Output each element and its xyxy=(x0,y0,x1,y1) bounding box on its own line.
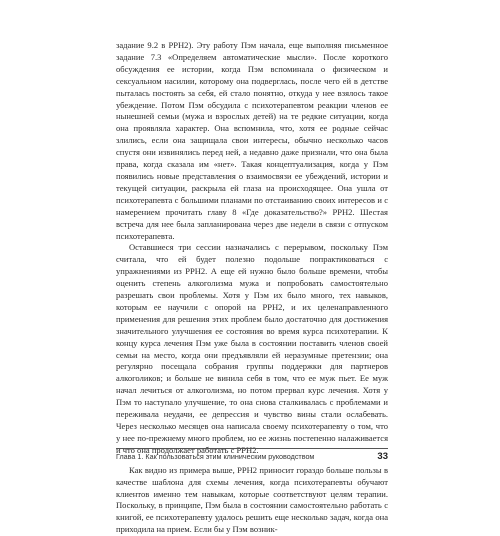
page-number: 33 xyxy=(377,451,388,462)
running-footer-chapter: Глава 1. Как пользоваться этим клиническим руководством xyxy=(116,452,315,461)
page-footer xyxy=(116,448,388,462)
paragraph-2: Оставшиеся три сессии назначались с перерывом, поскольку Пэм считала, что ей будет полезно подольше попрактиковаться с упражнениями из РРН2. А еще ей нужно было больше времени, чтобы оценить степень алкоголизма мужа и попробовать самостоятельно разрешать свои проблемы. Хотя у Пэм их было много, тех навыков, которым ее научили с опорой на РРН2, и их целенаправленного применения для решения этих проблем было достаточно для достижения значительного улучшения ее состояния во время курса психотерапии. К концу курса лечения Пэм уже была в состоянии поставить членов своей семьи на место, когда они предъявляли ей неразумные претензии; она регулярно посещала собрания группы поддержки для партнеров алкоголиков; и больше не винила себя в том, что ее муж пьет. Ее муж начал лечиться от алкоголизма, но потом прервал курс лечения. Хотя у Пэм то наступало улучшение, то она снова сталкивалась с проблемами и переживала неудачи, ее депрессия и чувство вины стали ослабевать. Через несколько месяцев она написала своему психотерапевту о том, что у нее по-прежнему много проблем, но ее жизнь постепенно налаживается и что она продолжает работать с РРН2. xyxy=(116,242,388,455)
paragraph-3: Как видно из примера выше, РРН2 приносит гораздо больше пользы в качестве шаблона для схемы лечения, когда психотерапевты обучают клиентов именно тем навыкам, которые соответствуют целям терапии. Поскольку, в принципе, Пэм была в состоянии самостоятельно работать с книгой, ее психотерапевту удалось решить еще несколько задач, когда она приходила на прием. Если бы у Пэм возник- xyxy=(116,464,388,535)
paragraph-1: задание 9.2 в РРН2). Эту работу Пэм начала, еще выполняя письменное задание 7.3 «Определяем автоматические мысли». После короткого обсуждения ее истории, когда Пэм вспоминала о физическом и сексуальном насилии, которому она подверглась, после чего ей в детстве пыталась постоять за себя, ей стало понятно, откуда у нее взялось такое убеждение. Потом Пэм обсудила с психотерапевтом реакции членов ее нынешней семьи (мужа и взрослых детей) на те редкие ситуации, когда она проявляла характер. Она вспомнила, что, хотя ее родные сейчас злились, если она защищала свои интересы, обычно несколько часов спустя они извинялись перед ней, а недавно даже признали, что она была права, когда сказала им «нет». Такая концептуализация, когда у Пэм появились новые представления о взаимосвязи ее убеждений, истории и текущей ситуации, раскрыла ей глаза на происходящее. Она ушла от психотерапевта с большими планами по отстаиванию своих интересов и с намерением прочитать главу 8 «Где доказательство?» РРН2. Шестая встреча для нее была запланирована через две недели в связи с отпуском психотерапевта. xyxy=(116,40,388,241)
